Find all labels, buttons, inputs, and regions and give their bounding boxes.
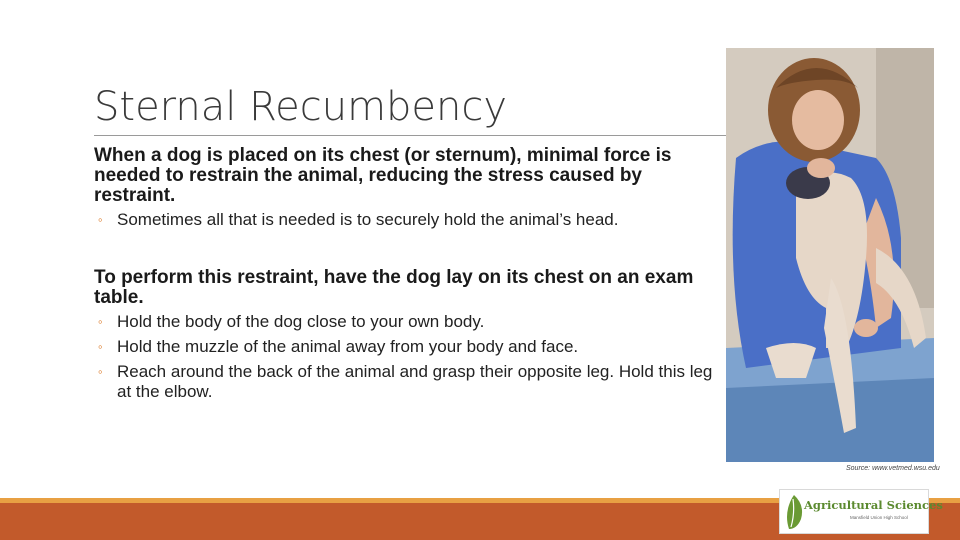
bullet-icon: ◦ bbox=[98, 364, 103, 379]
paragraph-intro: When a dog is placed on its chest (or sternum), minimal force is needed to restrain the animal, reducing the stress caused by restraint. bbox=[94, 145, 672, 206]
photo-illustration bbox=[726, 48, 934, 462]
list-item bbox=[94, 362, 720, 402]
bullet-text: Sometimes all that is needed is to securely hold the animal’s head. bbox=[117, 210, 619, 229]
list-item bbox=[94, 312, 720, 332]
leaf-logo-icon bbox=[783, 493, 805, 531]
restraint-photo bbox=[726, 48, 934, 462]
slide-title: Sternal Recumbency bbox=[94, 84, 508, 130]
logo-subtitle: Mansfield Union High School bbox=[850, 515, 908, 520]
bullet-icon: ◦ bbox=[98, 314, 103, 329]
list-item bbox=[94, 337, 720, 357]
title-divider bbox=[94, 135, 726, 136]
bullet-icon: ◦ bbox=[98, 212, 103, 227]
bullet-text: Reach around the back of the animal and grasp their opposite leg. Hold this leg at the elbow. bbox=[117, 362, 713, 401]
intro-bullet-list bbox=[94, 210, 720, 230]
list-item bbox=[94, 210, 720, 230]
image-source-caption: Source: www.vetmed.wsu.edu bbox=[846, 465, 940, 472]
bullet-text: Hold the muzzle of the animal away from your body and face. bbox=[117, 337, 579, 356]
bullet-icon: ◦ bbox=[98, 339, 103, 354]
school-logo bbox=[779, 489, 943, 534]
logo-name: Agricultural Sciences bbox=[804, 498, 943, 512]
paragraph-procedure: To perform this restraint, have the dog lay on its chest on an exam table. bbox=[94, 267, 694, 308]
procedure-bullet-list bbox=[94, 312, 720, 402]
bullet-text: Hold the body of the dog close to your own body. bbox=[117, 312, 485, 331]
slide-content bbox=[94, 146, 720, 407]
